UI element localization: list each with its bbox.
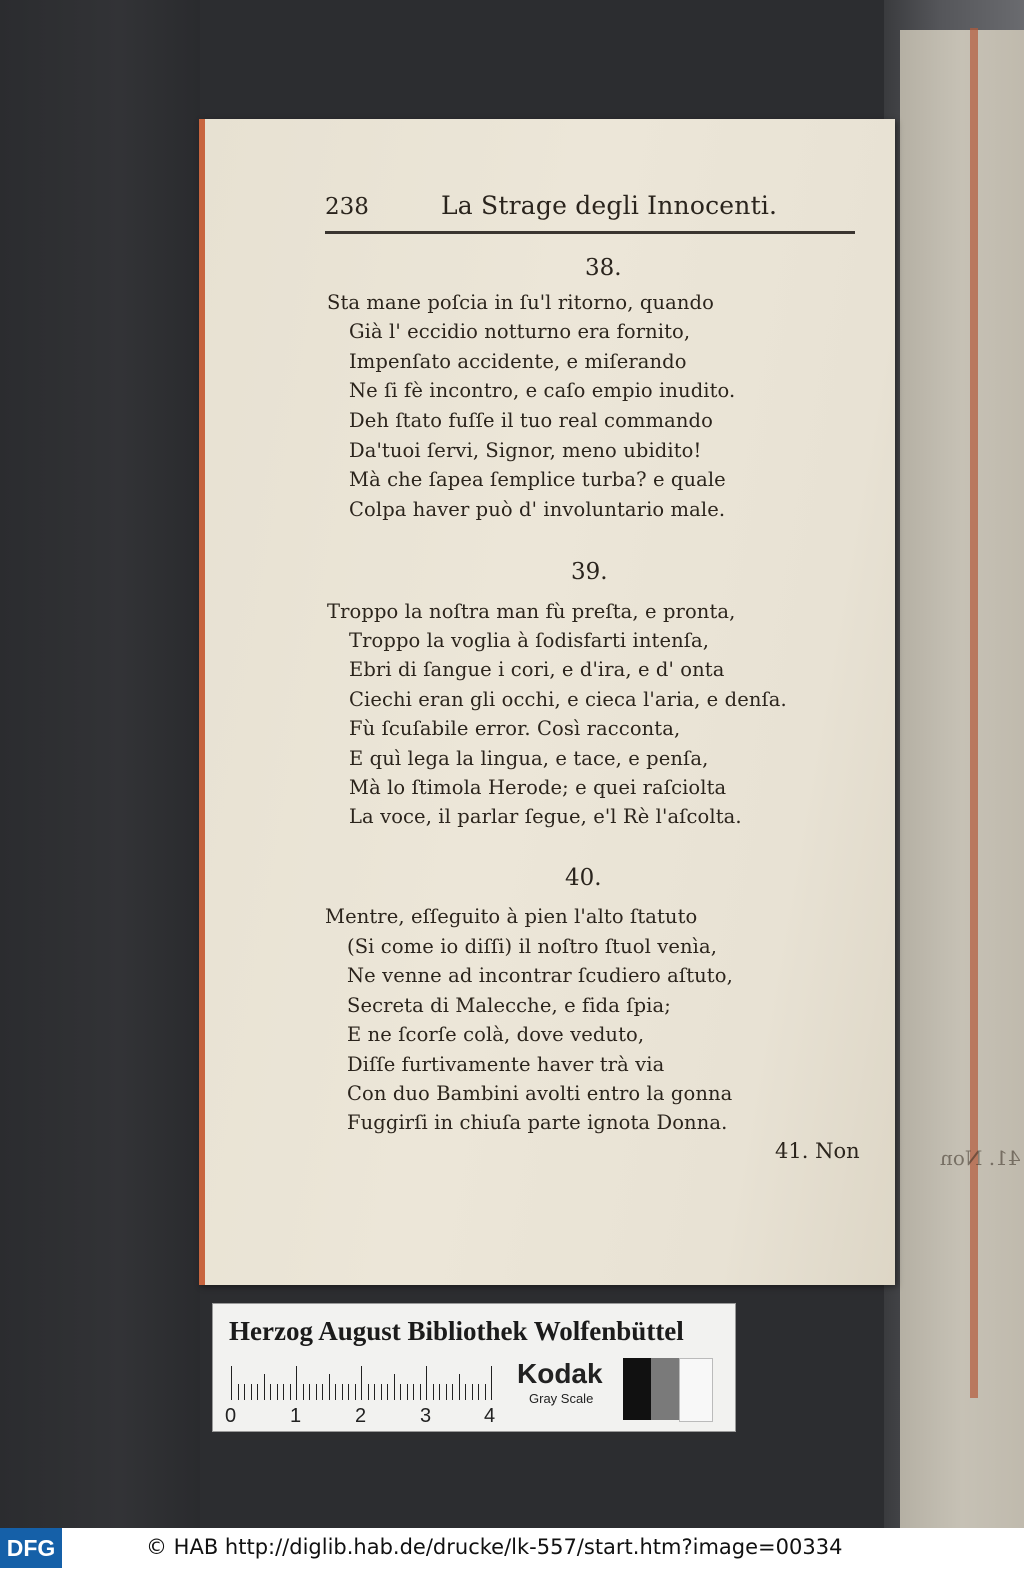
ruler-tick [348, 1384, 349, 1400]
page-number: 238 [325, 194, 369, 220]
verse-line: E quì lega la lingua, e tace, e penſa, [349, 747, 709, 770]
ruler [231, 1364, 493, 1400]
verse-line: Diſſe furtivamente haver trà via [347, 1053, 665, 1076]
ruler-tick [335, 1384, 336, 1400]
verse-line: (Si come io diſſi) il noſtro ſtuol venìa, [347, 935, 718, 958]
ruler-tick [426, 1366, 427, 1400]
ruler-tick [244, 1384, 245, 1400]
ruler-tick [257, 1384, 258, 1400]
gray-swatch-black [623, 1358, 651, 1420]
credit-link[interactable]: © HAB http://diglib.hab.de/drucke/lk-557/start.htm?image=00334 [146, 1535, 843, 1559]
verse-line: Mà lo ſtimola Herode; e quei raſciolta [349, 776, 727, 799]
ruler-tick [368, 1384, 369, 1400]
ruler-tick [472, 1384, 473, 1400]
scan-background-left [0, 0, 200, 1540]
ruler-tick [478, 1384, 479, 1400]
verse-line: Fù ſcuſabile error. Così racconta, [349, 717, 681, 740]
verse-line: Colpa haver può d' involuntario male. [349, 498, 726, 521]
verse-line: Ne venne ad incontrar ſcudiero aſtuto, [347, 964, 733, 987]
ruler-tick [387, 1384, 388, 1400]
ruler-tick [264, 1374, 265, 1400]
ruler-tick [329, 1374, 330, 1400]
ruler-tick [238, 1384, 239, 1400]
ruler-number: 4 [484, 1405, 496, 1427]
ruler-tick [420, 1384, 421, 1400]
ruler-tick [322, 1384, 323, 1400]
verse-line: Impenſato accidente, e miſerando [349, 350, 687, 373]
ruler-tick [374, 1384, 375, 1400]
verse-line: Deh ſtato fuſſe il tuo real commando [349, 409, 713, 432]
gray-swatch-white [679, 1358, 713, 1422]
ruler-tick [251, 1384, 252, 1400]
ruler-tick [309, 1384, 310, 1400]
ruler-number: 2 [355, 1405, 367, 1427]
stanza-number: 39. [571, 559, 608, 585]
verse-line: Da'tuoi ſervi, Signor, meno ubidito! [349, 439, 702, 462]
ruler-tick [381, 1384, 382, 1400]
ruler-tick [394, 1374, 395, 1400]
catchword: 41. Non [775, 1139, 860, 1163]
running-title: La Strage degli Innocenti. [441, 191, 778, 220]
ruler-tick [303, 1384, 304, 1400]
verse-line: E ne ſcorſe colà, dove veduto, [347, 1023, 645, 1046]
ruler-tick [485, 1384, 486, 1400]
stanza-number: 38. [585, 255, 622, 281]
ruler-tick [459, 1374, 460, 1400]
verse-line: Mà che ſapea ſemplice turba? e quale [349, 468, 726, 491]
ruler-tick [361, 1366, 362, 1400]
color-reference-bar [212, 1303, 736, 1432]
ruler-tick [433, 1384, 434, 1400]
stanza-number: 40. [565, 865, 602, 891]
facing-page-edge [970, 28, 978, 1398]
verse-line: La voce, il parlar ſegue, e'l Rè l'aſcolta. [349, 805, 742, 828]
ruler-number: 3 [420, 1405, 432, 1427]
verse-line: Ciechi eran gli occhi, e cieca l'aria, e denſa. [349, 688, 787, 711]
ruler-tick [400, 1384, 401, 1400]
ruler-tick [277, 1384, 278, 1400]
verse-line: Sta mane poſcia in ſu'l ritorno, quando [327, 291, 714, 314]
ruler-tick [413, 1384, 414, 1400]
ruler-tick [231, 1366, 232, 1400]
verse-line: Troppo la voglia à ſodisfarti intenſa, [349, 629, 710, 652]
ruler-number: 1 [290, 1405, 302, 1427]
gray-scale-label: Gray Scale [529, 1391, 594, 1406]
facing-page [900, 30, 1024, 1530]
ruler-tick [446, 1384, 447, 1400]
ruler-tick [296, 1366, 297, 1400]
ruler-tick [355, 1384, 356, 1400]
ruler-number: 0 [225, 1405, 237, 1427]
ruler-tick [283, 1384, 284, 1400]
gray-swatch-mid [651, 1358, 679, 1420]
ruler-tick [465, 1384, 466, 1400]
verse-line: Troppo la noſtra man fù preſta, e pronta, [327, 600, 736, 623]
footer-bar [0, 1528, 1024, 1582]
verse-line: Mentre, eſſeguito à pien l'alto ſtatuto [325, 905, 698, 928]
dfg-logo: DFG [0, 1528, 62, 1568]
ruler-tick [439, 1384, 440, 1400]
ruler-tick [452, 1384, 453, 1400]
ruler-tick [290, 1384, 291, 1400]
kodak-logo: Kodak [517, 1358, 603, 1389]
ruler-tick [316, 1384, 317, 1400]
library-name: Herzog August Bibliothek Wolfenbüttel [229, 1316, 684, 1346]
book-page [199, 119, 895, 1285]
facing-page-catchword: 41. Non [940, 1146, 1021, 1170]
ruler-tick [270, 1384, 271, 1400]
verse-line: Con duo Bambini avolti entro la gonna [347, 1082, 733, 1105]
verse-line: Ebri di ſangue i cori, e d'ira, e d' onta [349, 658, 725, 681]
ruler-tick [491, 1366, 492, 1400]
verse-line: Ne ſi fè incontro, e caſo empio inudito. [349, 379, 736, 402]
ruler-tick [407, 1384, 408, 1400]
running-header [325, 189, 855, 234]
ruler-tick [342, 1384, 343, 1400]
verse-line: Fuggirſi in chiuſa parte ignota Donna. [347, 1111, 728, 1134]
verse-line: Già l' eccidio notturno era fornito, [349, 320, 691, 343]
verse-line: Secreta di Malecche, e fida ſpia; [347, 994, 671, 1017]
